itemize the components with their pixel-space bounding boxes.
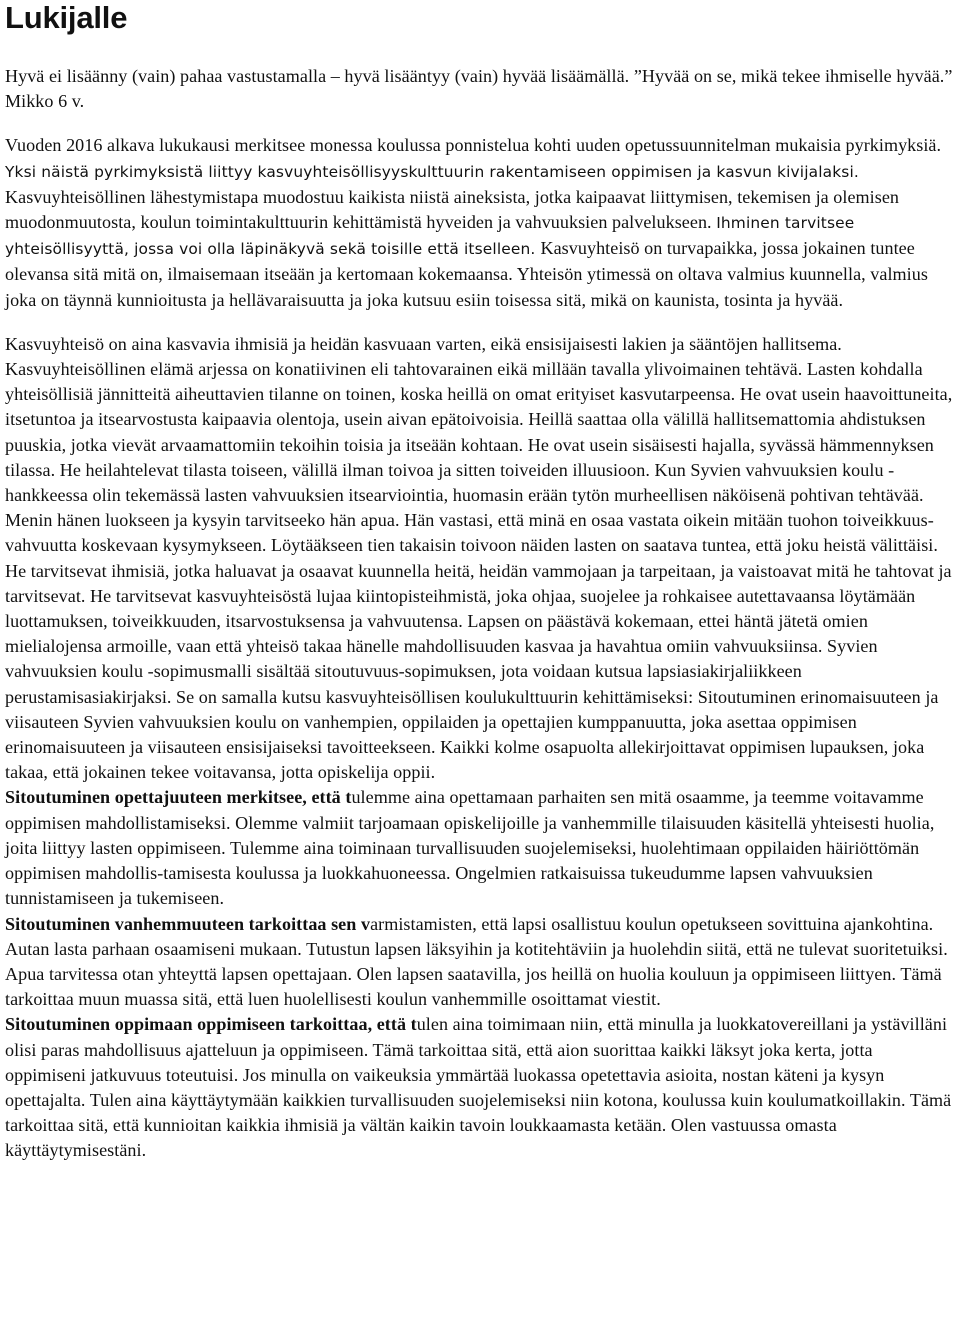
teaching-commitment-heading: Sitoutuminen opettajuuteen merkitsee, että t (5, 787, 352, 808)
p1-sentence-2: Yksi näistä pyrkimyksistä liittyy kasvuyhteisöllisyyskulttuurin rakentamiseen oppimisen ja kasvun kivijalaksi. (5, 162, 859, 181)
p1-sentence-3: Kasvuyhteisöllinen lähestymistapa muodostuu kaikista niistä aineksista, jotka kaipaavat liittymisen, tekemisen ja olemisen muodonmuutosta, koulun toimintakulttuurin kehittämistä hyveiden ja vahvuuksien palvelukseen. (5, 186, 900, 233)
parenting-commitment-text: armistamisten, että lapsi osallistuu koulun opetukseen sovittuina ajankohtina. Autan lasta parhaan osaamiseni mukaan. Tutustun lapsen läksyihin ja kotitehtäviin ja huolehdin siitä, että ne tulevat suoritetuiksi. Apua tarvitessa otan yhteyttä lapsen opettajaan. Olen lapsen saatavilla, jos heillä on huolia kouluun ja oppimiseen liittyen. Tämä tarkoittaa muun muassa sitä, että luen huolellisesti koulun vanhemmille osoittamat viestit. (5, 913, 948, 1010)
p1-sentence-1: Vuoden 2016 alkava lukukausi merkitsee monessa koulussa ponnistelua kohti uuden opetussuunnitelman mukaisia pyrkimyksiä. (5, 135, 942, 156)
learning-commitment-heading: Sitoutuminen oppimaan oppimiseen tarkoittaa, että t (5, 1014, 417, 1035)
paragraph-teaching-commitment (5, 785, 953, 911)
paragraph-parenting-commitment (5, 912, 953, 1013)
paragraph-1 (5, 133, 953, 312)
paragraph-learning-commitment (5, 1012, 953, 1163)
p1-sentence-6: Yhteisön ytimessä on oltava valmius kuunnella, valmius joka on täynnä kunnioitusta ja hellävaraisuutta ja joka kutsuu esiin toisessa sitä, mikä on kaunista, tosinta ja hyvää. (5, 264, 928, 310)
parenting-commitment-heading: Sitoutuminen vanhemmuuteen tarkoittaa sen v (5, 913, 371, 934)
page-title: Lukijalle (5, 0, 128, 35)
learning-commitment-text: ulen aina toimimaan niin, että minulla ja luokkatovereillani ja ystävilläni olisi paras mahdollisuus ajatteluun ja oppimiseen. Tämä tarkoittaa sitä, että aion suorittaa kaikki läksyt joka kerta, jotta oppimiseni jatkuvuus toteutuisi. Jos minulla on vaikeuksia ymmärtää luokassa opetettavia asioita, nostan käteni ja kysyn opettajalta. Tulen aina käyttäytymään kaikkien turvallisuuden suojelemiseksi niin kotona, koulussa kuin koulumatkoillakin. Tämä tarkoittaa sitä, että kunnioitan kaikkia ihmisiä ja vältän kaikin tavoin loukkaamasta ketään. Olen vastuussa omasta käyttäytymisestäni. (5, 1014, 952, 1161)
paragraph-2: Kasvuyhteisö on aina kasvavia ihmisiä ja heidän kasvuaan varten, eikä ensisijaisesti lakien ja sääntöjen hallitsema. Kasvuyhteisöllinen elämä arjessa on konatiivinen eli tahtovarainen eikä millään tavalla ylivoimainen tehtävä. Lasten kohdalla yhteisöllisiä jännitteitä aiheuttavien tilanne on toinen, koska heillä on omat erityiset kasvutarpeensa. He ovat usein haavoittuneita, itsetuntoa ja itsearvostusta kaipaavia olentoja, usein aivan epätoivoisia. Heillä saattaa olla välillä hallitsemattomia ahdistuksen puuskia, jotka vievät arvaamattomiin tekoihin toisia ja itseään kohtaan. He ovat usein sisäisesti hajalla, syvässä hämmennyksen tilassa. He heilahtelevat tilasta toiseen, välillä ilman toivoa ja sitten toiveiden illuusioon. Kun Syvien vahvuuksien koulu -hankkeessa olin tekemässä lasten vahvuuksien itsearviointia, huomasin erään tytön murheellisen näköisenä pohtivan tehtävää. Menin hänen luokseen ja kysyin tarvitseeko hän apua. Hän vastasi, että minä en osaa vastata oikein mitään tuohon toiveikkuus-vahvuutta koskevaan kysymykseen. Löytääkseen tien takaisin toivoon näiden lasten on saatava tuntea, että joku heistä välittäisi. He tarvitsevat ihmisiä, jotka haluavat ja osaavat kuunnella heitä, heidän vammojaan ja tarpeitaan, ja vaistoavat mitä he tahtovat ja tarvitsevat. He tarvitsevat kasvuyhteisöstä lujaa kiintopisteihmistä, joka ohjaa, suojelee ja rohkaisee autettavaansa löytämään luottamuksen, toiveikkuuden, itsarvostuksensa ja vahvuutensa. Lapsen on päästävä kokemaan, ettei häntä jätetä omien mielialojensa armoille, vaan että yhteisö takaa hänelle mahdollisuuden kasvaa ja havahtua omiin vahvuuksiinsa. Syvien vahvuuksien koulu -sopimusmalli sisältää sitoutuvuus-sopimuksen, jota voidaan kutsua lapsiasiakirjaliikkeen perustamisasiakirjaksi. Se on samalla kutsu kasvuyhteisöllisen koulukulttuurin kehittämiseksi: Sitoutuminen erinomaisuuteen ja viisauteen Syvien vahvuuksien koulu on vanhempien, oppilaiden ja opettajien kumppanuutta, joka asettaa oppimisen erinomaisuuteen ja viisauteen ensisijaiseksi tavoitteekseen. Kaikki kolme osapuolta allekirjoittavat oppimisen lupauksen, joka takaa, että jokainen tekee voitavansa, jotta opiskelija oppii. (5, 333, 953, 783)
document-page (5, 0, 953, 1164)
teaching-commitment-text: ulemme aina opettamaan parhaiten sen mitä osaamme, ja teemme voitavamme oppimisen mahdollistamiseksi. Olemme valmiit tarjoamaan opiskelijoille ja vanhemmille tilaisuuden käsitellä yhteisesti huolia, joita liittyy lasten oppimiseen. Tulemme aina toiminaan turvallisuuden suojelemiseksi, huolehtimaan oppilaiden häiriöttömän oppimisen mahdollis-tamisesta koulussa ja luokkahuoneessa. Ongelmien ratkaisuissa tukeudumme lapsen vahvuuksien tunnistamiseen ja tukemiseen. (5, 787, 935, 909)
p1-sentence-4: Ihminen tarvitsee yhteisöllisyyttä, jossa voi olla läpinäkyvä sekä toisille että itselleen. (5, 214, 855, 259)
intro-quote: Hyvä ei lisäänny (vain) pahaa vastustamalla – hyvä lisääntyy (vain) hyvää lisäämällä. ”Hyvää on se, mikä tekee ihmiselle hyvää.” Mikko 6 v. (5, 66, 953, 112)
p1-sentence-5: Kasvuyhteisö on turvapaikka, jossa jokainen tuntee olevansa sitä mitä on, ilmaisemaan itseään ja kertomaan kokemaansa. (5, 238, 915, 285)
